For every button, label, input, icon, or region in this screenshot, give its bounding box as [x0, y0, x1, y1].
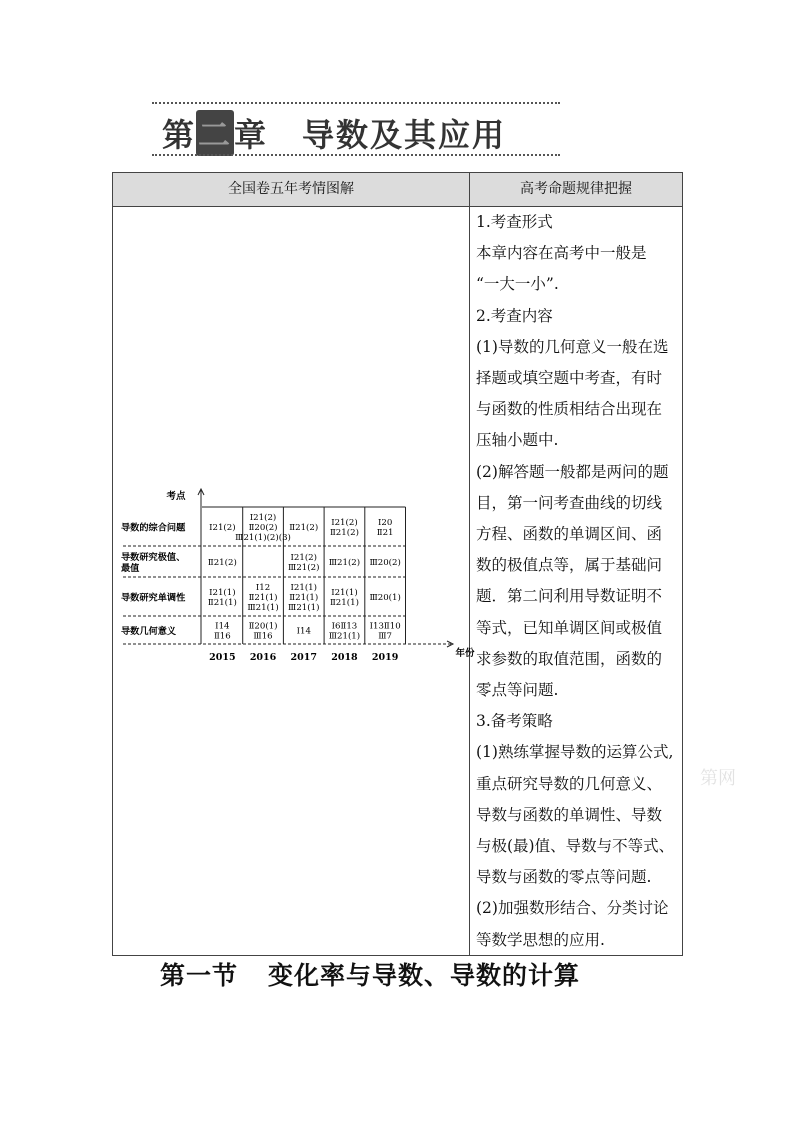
strategy-line: 导数与函数的零点等问题. — [476, 868, 652, 887]
chapter-title — [162, 110, 506, 156]
cell-value: Ⅲ16 — [253, 631, 273, 642]
cell-value: Ⅰ6Ⅱ13 — [331, 621, 358, 632]
dotted-rule-top — [152, 102, 560, 104]
section-number: 第一节 — [160, 961, 239, 990]
exam-chart-svg — [113, 207, 475, 954]
topic-label: 导数研究单调性 — [121, 592, 186, 604]
cell-value: Ⅰ14 — [215, 621, 230, 632]
cell-value: Ⅰ21(2) — [331, 518, 358, 528]
strategy-line: 等式，已知单调区间或极值 — [476, 618, 663, 637]
cell-value: Ⅱ21(1) — [289, 593, 319, 603]
cell-value: Ⅱ21(2) — [289, 523, 319, 533]
strategy-line: 本章内容在高考中一般是 — [476, 244, 647, 263]
chapter-heading — [152, 100, 560, 158]
chapter-number: 二 — [196, 110, 234, 156]
cell-value: Ⅱ21(1) — [207, 598, 237, 608]
strategy-line: (1)导数的几何意义一般在选 — [476, 337, 669, 356]
strategy-line: 3.备考策略 — [476, 712, 553, 731]
strategy-line: (2)加强数形结合、分类讨论 — [476, 899, 669, 918]
strategy-line: “一大一小”. — [476, 275, 559, 294]
cell-value: Ⅱ21(1) — [248, 593, 278, 603]
strategy-line: 目，第一问考查曲线的切线 — [476, 493, 663, 512]
cell-value: Ⅱ21(1) — [329, 598, 359, 608]
cell-value: Ⅱ21 — [376, 528, 394, 538]
topic-label: 导数几何意义 — [121, 626, 177, 637]
y-axis-label: 考点 — [166, 491, 186, 502]
cell-value: Ⅰ21(1) — [290, 583, 318, 593]
cell-value: Ⅰ12 — [255, 583, 271, 593]
year-label: 2016 — [249, 652, 277, 663]
strategy-text — [476, 207, 680, 956]
strategy-line: 1.考查形式 — [476, 213, 553, 231]
cell-value: Ⅱ20(1) — [248, 621, 278, 632]
year-label: 2017 — [290, 652, 317, 663]
strategy-line: (1)熟练掌握导数的运算公式, — [476, 743, 674, 762]
strategy-line: (2)解答题一般都是两问的题 — [476, 462, 669, 481]
left-column-header: 全国卷五年考情图解 — [113, 173, 470, 207]
cell-value: Ⅲ20(1) — [369, 593, 401, 603]
year-label: 2015 — [209, 652, 236, 663]
strategy-line: 2.考查内容 — [476, 306, 553, 325]
exam-chart — [113, 207, 475, 954]
strategy-line: 择题或填空题中考查，有时 — [476, 369, 663, 388]
strategy-line: 等数学思想的应用. — [476, 930, 605, 949]
cell-value: Ⅲ20(2) — [369, 558, 401, 568]
strategy-line: 数的极值点等，属于基础问 — [476, 556, 663, 575]
cell-value: Ⅰ21(2) — [209, 523, 236, 533]
watermark: 第网 — [700, 768, 736, 789]
section-name: 变化率与导数、导数的计算 — [268, 961, 581, 990]
cell-value: Ⅰ20 — [377, 518, 393, 528]
strategy-line: 与极(最)值、导数与不等式、 — [476, 837, 675, 856]
topic-label: 最值 — [121, 563, 140, 574]
dotted-rule-bottom — [152, 154, 560, 156]
cell-value: Ⅲ21(2) — [328, 558, 361, 568]
chapter-name: 导数及其应用 — [302, 116, 507, 154]
cell-value: Ⅲ21(1)(2)(3) — [235, 533, 291, 543]
topic-label: 导数研究极值、 — [121, 552, 186, 563]
chapter-suffix: 章 — [234, 116, 269, 154]
strategy-line: 与函数的性质相结合出现在 — [476, 400, 663, 419]
cell-value: Ⅲ21(1) — [288, 603, 320, 613]
cell-value: Ⅲ21(2) — [288, 563, 320, 573]
strategy-line: 求参数的取值范围，函数的 — [476, 649, 663, 668]
overview-table — [112, 172, 683, 956]
year-label: 2019 — [371, 652, 399, 663]
chapter-prefix: 第 — [162, 116, 197, 154]
strategy-line: 压轴小题中. — [476, 431, 559, 450]
x-axis-label: 年份 — [455, 648, 475, 659]
cell-value: Ⅰ21(2) — [290, 553, 318, 563]
section-title — [160, 956, 580, 992]
cell-value: Ⅰ21(1) — [209, 588, 236, 598]
cell-value: Ⅲ21(1) — [328, 631, 361, 642]
cell-value: Ⅰ21(2) — [249, 513, 277, 523]
strategy-line: 零点等问题. — [476, 681, 559, 700]
cell-value: Ⅰ21(1) — [331, 588, 358, 598]
topic-label: 导数的综合问题 — [121, 522, 186, 534]
column-divider — [469, 173, 470, 955]
cell-value: Ⅱ21(2) — [207, 558, 237, 568]
cell-value: Ⅰ14 — [296, 626, 311, 637]
strategy-line: 方程、函数的单调区间、函 — [476, 525, 663, 544]
strategy-line: 题．第二问利用导数证明不 — [476, 587, 663, 606]
cell-value: Ⅱ21(2) — [329, 528, 359, 538]
cell-value: Ⅲ21(1) — [247, 603, 279, 613]
cell-value: Ⅰ13Ⅱ10 — [369, 621, 401, 632]
strategy-line: 重点研究导数的几何意义、 — [476, 774, 663, 793]
year-label: 2018 — [331, 652, 358, 663]
right-column-header: 高考命题规律把握 — [470, 173, 682, 207]
strategy-line: 导数与函数的单调性、导数 — [476, 805, 663, 824]
cell-value: Ⅱ20(2) — [248, 523, 278, 533]
cell-value: Ⅱ16 — [213, 631, 231, 642]
cell-value: Ⅲ7 — [378, 631, 393, 642]
